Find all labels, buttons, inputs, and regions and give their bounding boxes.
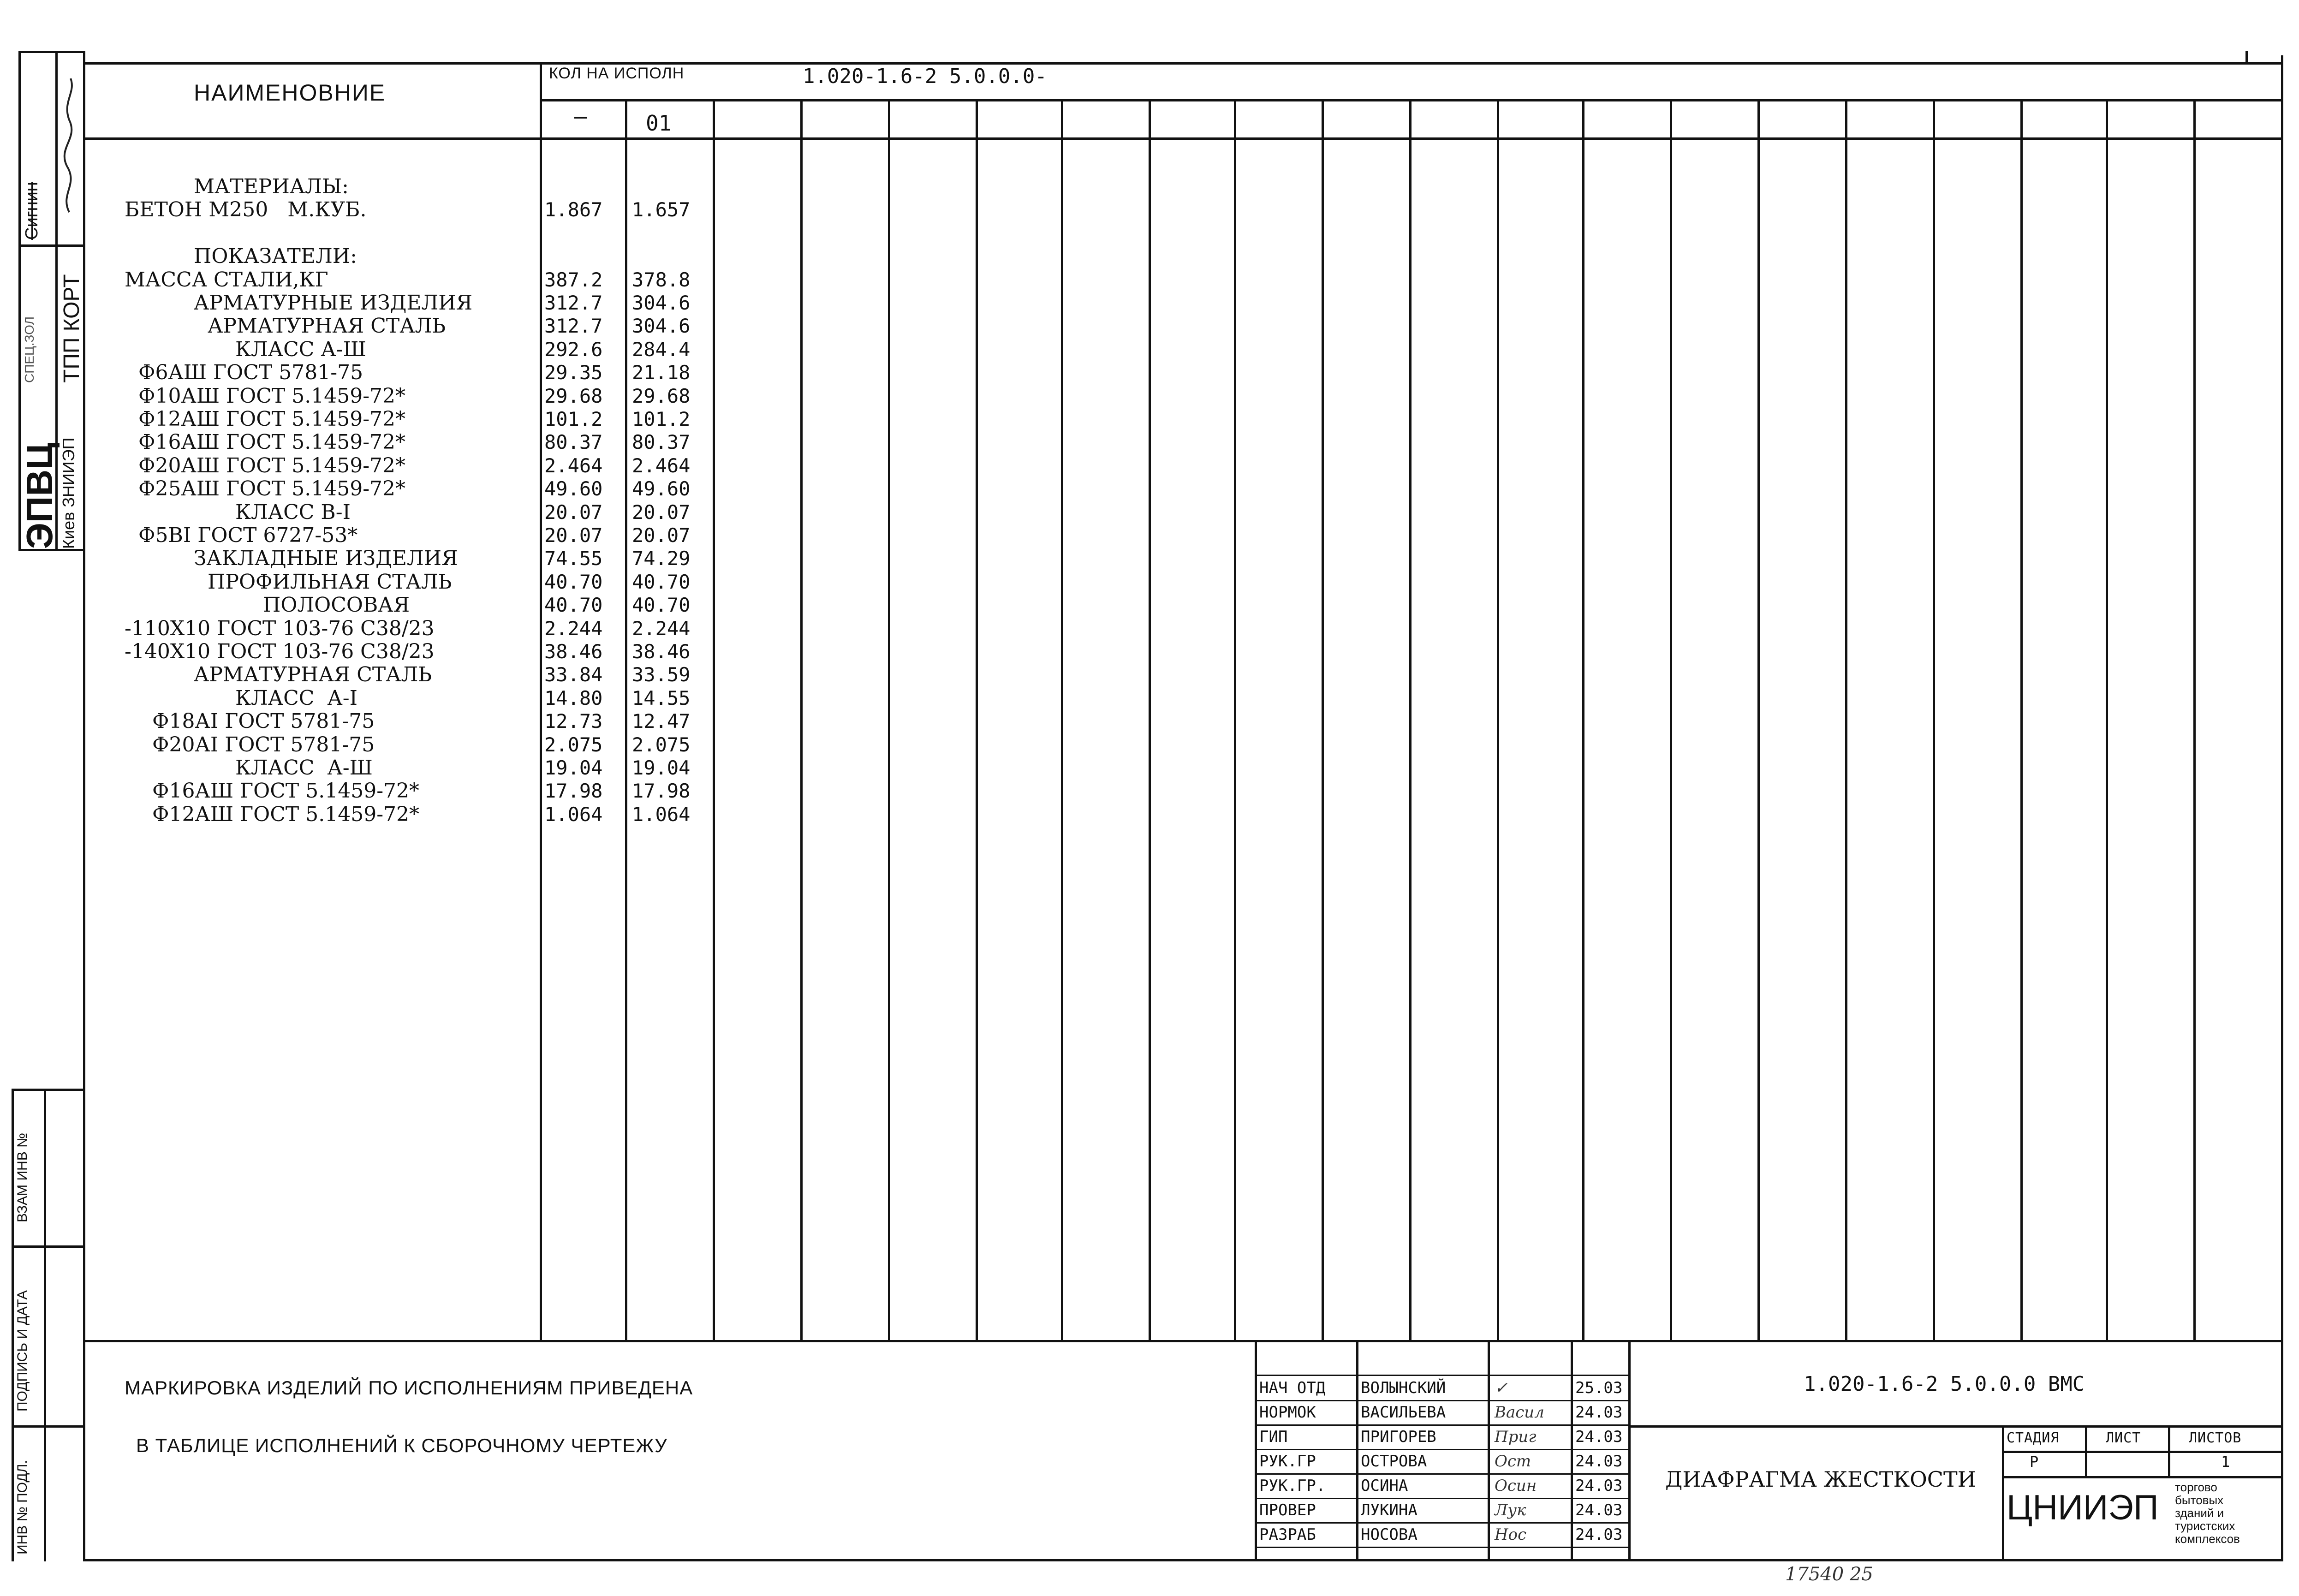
spec-row-name: ПОКАЗАТЕЛИ:: [194, 244, 357, 268]
inv-vzam-label: ВЗАМ ИНВ №: [15, 1132, 30, 1222]
spec-row-name: -140Х10 ГОСТ 103-76 С38/23: [125, 640, 435, 663]
spec-row-value-exec-dash: 292.6: [544, 338, 603, 361]
table-column-line: [2020, 99, 2023, 1340]
tb-stage-row1: [2002, 1451, 2283, 1453]
org-desc-line: зданий и: [2175, 1506, 2224, 1520]
signer-signature: Ост: [1495, 1452, 1531, 1471]
spec-row-value-exec-dash: 14.80: [544, 686, 603, 709]
table-column-line: [1670, 99, 1672, 1340]
spec-row-name: Ф25АШ ГОСТ 5.1459-72*: [138, 477, 406, 501]
signer-date: 24.03: [1575, 1525, 1623, 1544]
spec-row-value-exec-01: 1.064: [632, 803, 691, 826]
frame-corner-tick: [2245, 51, 2248, 65]
side-stamp-sign: Сигнин: [22, 182, 42, 240]
signer-name: ОСИНА: [1361, 1477, 1408, 1495]
spec-row-name: Ф16АШ ГОСТ 5.1459-72*: [152, 779, 420, 803]
table-column-line: [800, 99, 803, 1340]
spec-row-value-exec-dash: 2.075: [544, 733, 603, 756]
signer-role: РАЗРАБ: [1259, 1525, 1316, 1544]
spec-row-value-exec-01: 101.2: [632, 408, 691, 430]
spec-row-value-exec-01: 378.8: [632, 268, 691, 291]
tb-title-div: [1628, 1425, 2283, 1428]
spec-row-name: Ф20АI ГОСТ 5781-75: [152, 732, 375, 756]
signer-role: НАЧ ОТД: [1259, 1379, 1326, 1397]
org-desc-line: торгово: [2175, 1480, 2217, 1494]
spec-row-value-exec-01: 20.07: [632, 524, 691, 547]
signer-date: 25.03: [1575, 1379, 1623, 1397]
spec-row-value-exec-01: 19.04: [632, 756, 691, 779]
spec-row-name: Ф6АШ ГОСТ 5781-75: [138, 361, 363, 385]
signer-row-line: [1255, 1498, 1628, 1499]
spec-row-value-exec-dash: 19.04: [544, 756, 603, 779]
side-strip-bottom: [18, 549, 85, 551]
spec-row-value-exec-01: 33.59: [632, 663, 691, 686]
spec-row-name: КЛАСС А-I: [235, 686, 357, 710]
spec-row-name: ПРОФИЛЬНАЯ СТАЛЬ: [208, 570, 452, 594]
spec-row-value-exec-01: 2.075: [632, 733, 691, 756]
table-column-line: [1497, 99, 1499, 1340]
note-line-1: МАРКИРОВКА ИЗДЕЛИЙ ПО ИСПОЛНЕНИЯМ ПРИВЕДЕНА: [125, 1377, 693, 1399]
signer-name: НОСОВА: [1361, 1525, 1418, 1544]
signer-row-line: [1255, 1400, 1628, 1401]
spec-row-value-exec-dash: 29.68: [544, 384, 603, 407]
qty-per-execution-label: КОЛ НА ИСПОЛН: [549, 65, 685, 82]
side-stamp-kiev: Киев ЗНИИЭП: [59, 437, 78, 549]
spec-row-value-exec-dash: 12.73: [544, 710, 603, 733]
signer-name: ВАСИЛЬЕВА: [1361, 1403, 1446, 1422]
table-column-line: [1582, 99, 1584, 1340]
side-stamp-tpp: ТПП КОРТ: [60, 274, 84, 383]
spec-row-name: ПОЛОСОВАЯ: [263, 593, 410, 617]
tb-col-main: [1628, 1340, 1631, 1561]
signer-role: РУК.ГР.: [1259, 1477, 1326, 1495]
tb-org-desc: [2175, 1481, 2240, 1545]
signer-signature: Осин: [1495, 1477, 1537, 1495]
spec-row-value-exec-dash: 80.37: [544, 431, 603, 454]
spec-row-value-exec-dash: 49.60: [544, 477, 603, 500]
side-stamp-spec: СПЕЦ.ЗОЛ: [22, 316, 36, 383]
signer-signature: Приг: [1495, 1428, 1537, 1446]
side-strip-top: [18, 51, 85, 53]
name-column-title: НАИМЕНОВНИЕ: [194, 80, 386, 106]
frame-right-line: [2281, 55, 2283, 1561]
org-desc-line: бытовых: [2175, 1493, 2224, 1507]
side-stamp-big: ЭПВЦ: [19, 442, 60, 549]
spec-row-value-exec-dash: 17.98: [544, 780, 603, 803]
spec-row-name: Ф10АШ ГОСТ 5.1459-72*: [138, 384, 406, 408]
spec-row-value-exec-dash: 312.7: [544, 292, 603, 314]
signer-role: ГИП: [1259, 1428, 1288, 1446]
spec-row-name: АРМАТУРНЫЕ ИЗДЕЛИЯ: [194, 291, 473, 315]
spec-row-value-exec-dash: 29.35: [544, 361, 603, 384]
spec-row-value-exec-dash: 20.07: [544, 524, 603, 547]
spec-row-name: -110Х10 ГОСТ 103-76 С38/23: [125, 616, 435, 640]
exec-col-dash: —: [574, 104, 587, 129]
spec-row-value-exec-dash: 312.7: [544, 315, 603, 338]
spec-row-name: Ф16АШ ГОСТ 5.1459-72*: [138, 430, 406, 454]
signer-row-line: [1255, 1473, 1628, 1475]
exec-col-01: 01: [646, 111, 672, 136]
signer-date: 24.03: [1575, 1428, 1623, 1446]
tb-stage-label: СТАДИЯ: [2007, 1430, 2060, 1446]
header-bottom-line: [83, 137, 2283, 140]
signer-row-line: [1255, 1375, 1628, 1376]
table-column-line: [540, 62, 542, 1340]
header-doc-code: 1.020-1.6-2 5.0.0.0-: [803, 65, 1047, 88]
signer-role: ПРОВЕР: [1259, 1501, 1316, 1519]
table-column-line: [976, 99, 978, 1340]
note-line-2: В ТАБЛИЦЕ ИСПОЛНЕНИЙ К СБОРОЧНОМУ ЧЕРТЕЖУ: [136, 1435, 667, 1456]
spec-row-name: Ф20АШ ГОСТ 5.1459-72*: [138, 453, 406, 477]
spec-row-name: КЛАСС А-Ш: [235, 756, 373, 780]
signer-date: 24.03: [1575, 1403, 1623, 1422]
spec-row-value-exec-dash: 2.244: [544, 617, 603, 640]
spec-row-value-exec-01: 80.37: [632, 431, 691, 454]
tb-col-date: [1571, 1340, 1573, 1561]
spec-row-value-exec-dash: 74.55: [544, 547, 603, 570]
signer-signature: Нос: [1495, 1525, 1527, 1544]
table-column-line: [1322, 99, 1324, 1340]
spec-row-value-exec-01: 29.68: [632, 384, 691, 407]
signer-date: 24.03: [1575, 1452, 1623, 1471]
signer-signature: Васил: [1495, 1403, 1544, 1422]
bottom-ref-note: 17540 25: [1785, 1564, 1873, 1585]
signer-signature: Лук: [1495, 1501, 1526, 1519]
spec-row-value-exec-01: 14.55: [632, 686, 691, 709]
spec-row-name: Ф5ВI ГОСТ 6727-53*: [138, 524, 358, 547]
spec-row-name: КЛАСС В-I: [235, 500, 351, 524]
tb-col-sign: [1488, 1340, 1490, 1561]
table-column-line: [1933, 99, 1935, 1340]
spec-row-value-exec-01: 2.464: [632, 454, 691, 477]
table-column-line: [1845, 99, 1847, 1340]
table-column-line: [1409, 99, 1412, 1340]
spec-row-name: МАССА СТАЛИ,КГ: [125, 268, 328, 292]
signer-name: ЛУКИНА: [1361, 1501, 1418, 1519]
spec-row-value-exec-dash: 20.07: [544, 500, 603, 524]
spec-row-value-exec-01: 40.70: [632, 594, 691, 617]
spec-row-value-exec-01: 21.18: [632, 361, 691, 384]
spec-row-value-exec-01: 17.98: [632, 780, 691, 803]
spec-row-name: БЕТОН М250 М.КУБ.: [125, 198, 367, 222]
tb-title: ДИАФРАГМА ЖЕСТКОСТИ: [1665, 1467, 1976, 1492]
spec-row-name: Ф12АШ ГОСТ 5.1459-72*: [152, 802, 420, 826]
table-column-line: [888, 99, 890, 1340]
signer-row-line: [1255, 1547, 1628, 1548]
table-column-line: [2193, 99, 2196, 1340]
spec-row-value-exec-dash: 38.46: [544, 640, 603, 663]
signer-name: ОСТРОВА: [1361, 1452, 1427, 1471]
spec-row-value-exec-01: 38.46: [632, 640, 691, 663]
inv-strip-mid: [44, 1089, 46, 1561]
table-column-line: [2106, 99, 2108, 1340]
table-column-line: [1149, 99, 1151, 1340]
signer-signature: ✓: [1495, 1379, 1508, 1397]
signer-row-line: [1255, 1449, 1628, 1450]
signer-row-line: [1255, 1522, 1628, 1524]
spec-row-value-exec-dash: 33.84: [544, 663, 603, 686]
table-column-line: [625, 99, 627, 1340]
table-column-line: [713, 99, 715, 1340]
spec-row-value-exec-dash: 40.70: [544, 570, 603, 593]
table-column-line: [1234, 99, 1236, 1340]
tb-stage-value: Р: [2030, 1453, 2039, 1471]
tb-stage-row2: [2002, 1476, 2283, 1478]
spec-row-value-exec-01: 20.07: [632, 500, 691, 524]
spec-row-value-exec-dash: 1.867: [544, 198, 603, 221]
spec-row-name: МАТЕРИАЛЫ:: [194, 175, 349, 198]
spec-row-value-exec-01: 284.4: [632, 338, 691, 361]
spec-row-name: Ф18АI ГОСТ 5781-75: [152, 709, 375, 733]
tb-col-name: [1356, 1340, 1358, 1561]
side-stamp-handwritten-signature: [58, 74, 83, 221]
tb-doc-code: 1.020-1.6-2 5.0.0.0 ВМС: [1804, 1372, 2085, 1396]
inv-strip-left: [12, 1089, 14, 1561]
tb-sheet-label: ЛИСТ: [2106, 1430, 2141, 1446]
spec-row-value-exec-01: 49.60: [632, 477, 691, 500]
signer-name: ВОЛЫНСКИЙ: [1361, 1379, 1446, 1397]
spec-row-value-exec-01: 40.70: [632, 570, 691, 593]
spec-row-name: АРМАТУРНАЯ СТАЛЬ: [194, 663, 432, 687]
inv-strip-div2: [12, 1425, 85, 1428]
signer-date: 24.03: [1575, 1477, 1623, 1495]
spec-row-value-exec-01: 12.47: [632, 710, 691, 733]
tb-org-name: ЦНИИЭП: [2007, 1488, 2159, 1527]
tb-sheets-value: 1: [2221, 1453, 2230, 1471]
notes-top-line: [83, 1340, 2283, 1342]
inv-no-label: ИНВ № ПОДЛ.: [15, 1460, 30, 1554]
spec-row-value-exec-dash: 101.2: [544, 408, 603, 430]
inv-podp-label: ПОДПИСЬ И ДАТА: [15, 1290, 30, 1411]
frame-bottom-line: [83, 1559, 2283, 1561]
spec-row-value-exec-dash: 387.2: [544, 268, 603, 291]
signer-name: ПРИГОРЕВ: [1361, 1428, 1436, 1446]
spec-row-name: ЗАКЛАДНЫЕ ИЗДЕЛИЯ: [194, 547, 458, 571]
signer-date: 24.03: [1575, 1501, 1623, 1519]
tb-left: [1255, 1340, 1257, 1561]
org-desc-line: туристских: [2175, 1519, 2235, 1533]
signer-role: РУК.ГР: [1259, 1452, 1316, 1471]
inv-strip-top: [12, 1089, 85, 1091]
spec-row-value-exec-dash: 2.464: [544, 454, 603, 477]
spec-row-value-exec-01: 304.6: [632, 292, 691, 314]
signer-row-line: [1255, 1424, 1628, 1426]
spec-row-name: КЛАСС А-Ш: [235, 337, 366, 361]
spec-row-name: АРМАТУРНАЯ СТАЛЬ: [208, 314, 446, 338]
inv-strip-div1: [12, 1245, 85, 1248]
spec-row-value-exec-01: 74.29: [632, 547, 691, 570]
tb-stage-left: [2002, 1425, 2004, 1561]
spec-row-value-exec-dash: 1.064: [544, 803, 603, 826]
tb-sheets-label: ЛИСТОВ: [2189, 1430, 2242, 1446]
spec-row-value-exec-01: 1.657: [632, 198, 691, 221]
table-column-line: [1061, 99, 1063, 1340]
frame-top-line: [83, 62, 2283, 65]
spec-row-value-exec-dash: 40.70: [544, 594, 603, 617]
spec-row-value-exec-01: 2.244: [632, 617, 691, 640]
table-column-line: [1757, 99, 1760, 1340]
side-strip-div1: [18, 244, 85, 247]
spec-row-name: Ф12АШ ГОСТ 5.1459-72*: [138, 407, 406, 431]
signer-role: НОРМОК: [1259, 1403, 1316, 1422]
spec-row-value-exec-01: 304.6: [632, 315, 691, 338]
org-desc-line: комплексов: [2175, 1532, 2240, 1546]
